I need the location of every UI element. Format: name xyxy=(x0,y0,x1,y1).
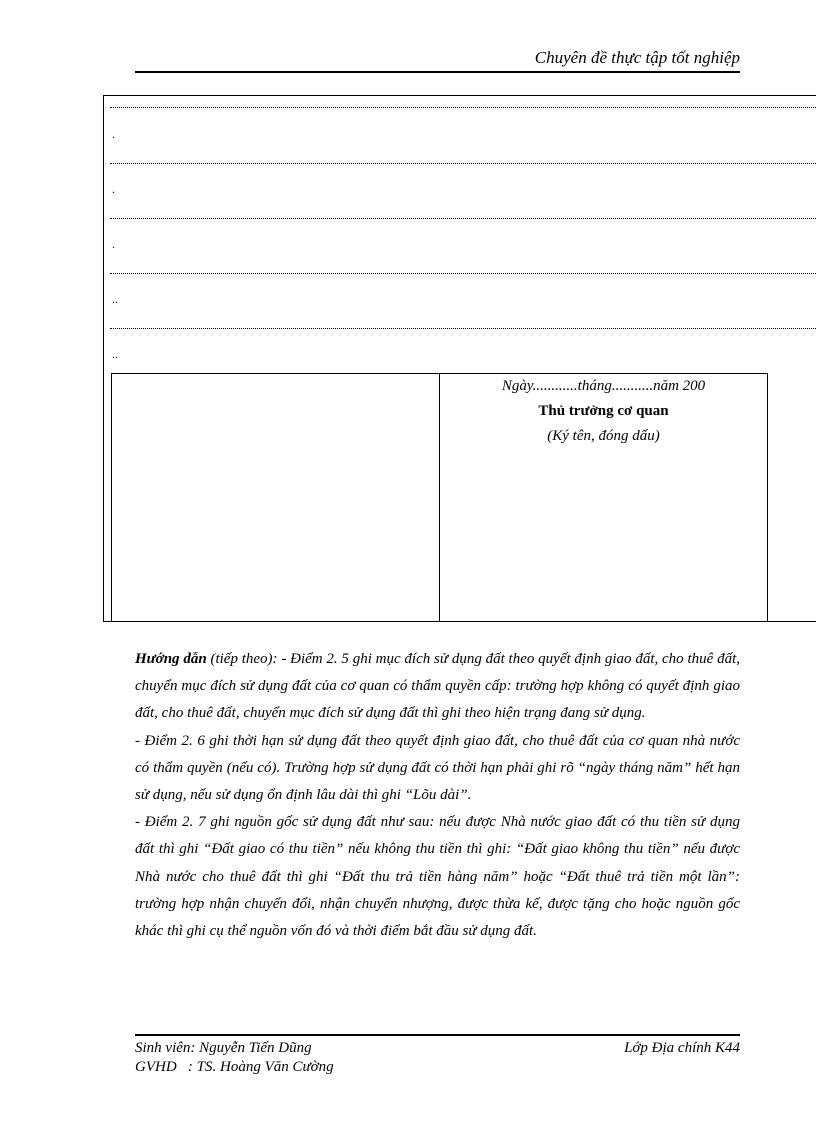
guide-paragraph-3: - Điểm 2. 7 ghi nguồn gốc sử dụng đất như sau: nếu được Nhà nước giao đất có thu tiền sử dụng đất thì ghi “Đất giao có thu tiền” nếu không thu tiền thì ghi: “Đất giao không thu tiền” nếu được Nhà nước cho thuê đất thì ghi “Đất thu trả tiền hàng năm” hoặc “Đất thuê trả tiền một lần”: trường hợp nhận chuyển đổi, nhận chuyển nhượng, được thừa kế, được tặng cho hoặc nguồn gốc khác thì ghi cụ thể nguồn vốn đó và thời điểm bắt đầu sử dụng đất. xyxy=(135,814,740,940)
dotted-line xyxy=(110,328,816,329)
footer-student: Sinh viên: Nguyễn Tiến Dũng xyxy=(135,1040,312,1056)
guide-text xyxy=(135,646,740,945)
dot-row: . xyxy=(112,237,115,251)
dotted-line xyxy=(110,107,816,108)
dotted-line xyxy=(110,218,816,219)
header-rule xyxy=(135,71,740,73)
signer-title: Thủ trưởng cơ quan xyxy=(538,403,669,419)
dot-row: . xyxy=(112,127,115,141)
footer-class: Lớp Địa chính K44 xyxy=(624,1040,740,1056)
header-title: Chuyên đề thực tập tốt nghiệp xyxy=(534,48,740,67)
signature-table xyxy=(111,373,768,621)
dot-row: . xyxy=(112,182,115,196)
guide-label: Hướng dẫn xyxy=(135,651,207,667)
dotted-line xyxy=(110,163,816,164)
dot-row: .. xyxy=(112,347,118,361)
guide-paragraph-1: (tiếp theo): - Điểm 2. 5 ghi mục đích sử dụng đất theo quyết định giao đất, cho thuê đất, chuyển mục đích sử dụng đất của cơ quan có thẩm quyền cấp: trường hợp không có quyết định giao đất, cho thuê đất, chuyển mục đích sử dụng đất thì ghi theo hiện trạng đang sử dụng. xyxy=(135,651,740,722)
dotted-line xyxy=(110,273,816,274)
date-line: Ngày............tháng...........năm 200 xyxy=(501,378,706,394)
guide-paragraph-2: - Điểm 2. 6 ghi thời hạn sử dụng đất theo quyết định giao đất, cho thuê đất của cơ quan nhà nước có thẩm quyền (nếu có). Trường hợp sử dụng đất có thời hạn phải ghi rõ “ngày tháng năm” hết hạn sử dụng, nếu sử dụng ổn định lâu dài thì ghi “Lõu dài”. xyxy=(135,732,740,804)
footer-rule xyxy=(135,1034,740,1036)
signature-note: (Ký tên, đóng dấu) xyxy=(547,428,660,444)
signature-block xyxy=(440,374,767,449)
footer-advisor: GVHD : TS. Hoàng Văn Cường xyxy=(135,1059,334,1075)
dot-row: .. xyxy=(112,292,118,306)
